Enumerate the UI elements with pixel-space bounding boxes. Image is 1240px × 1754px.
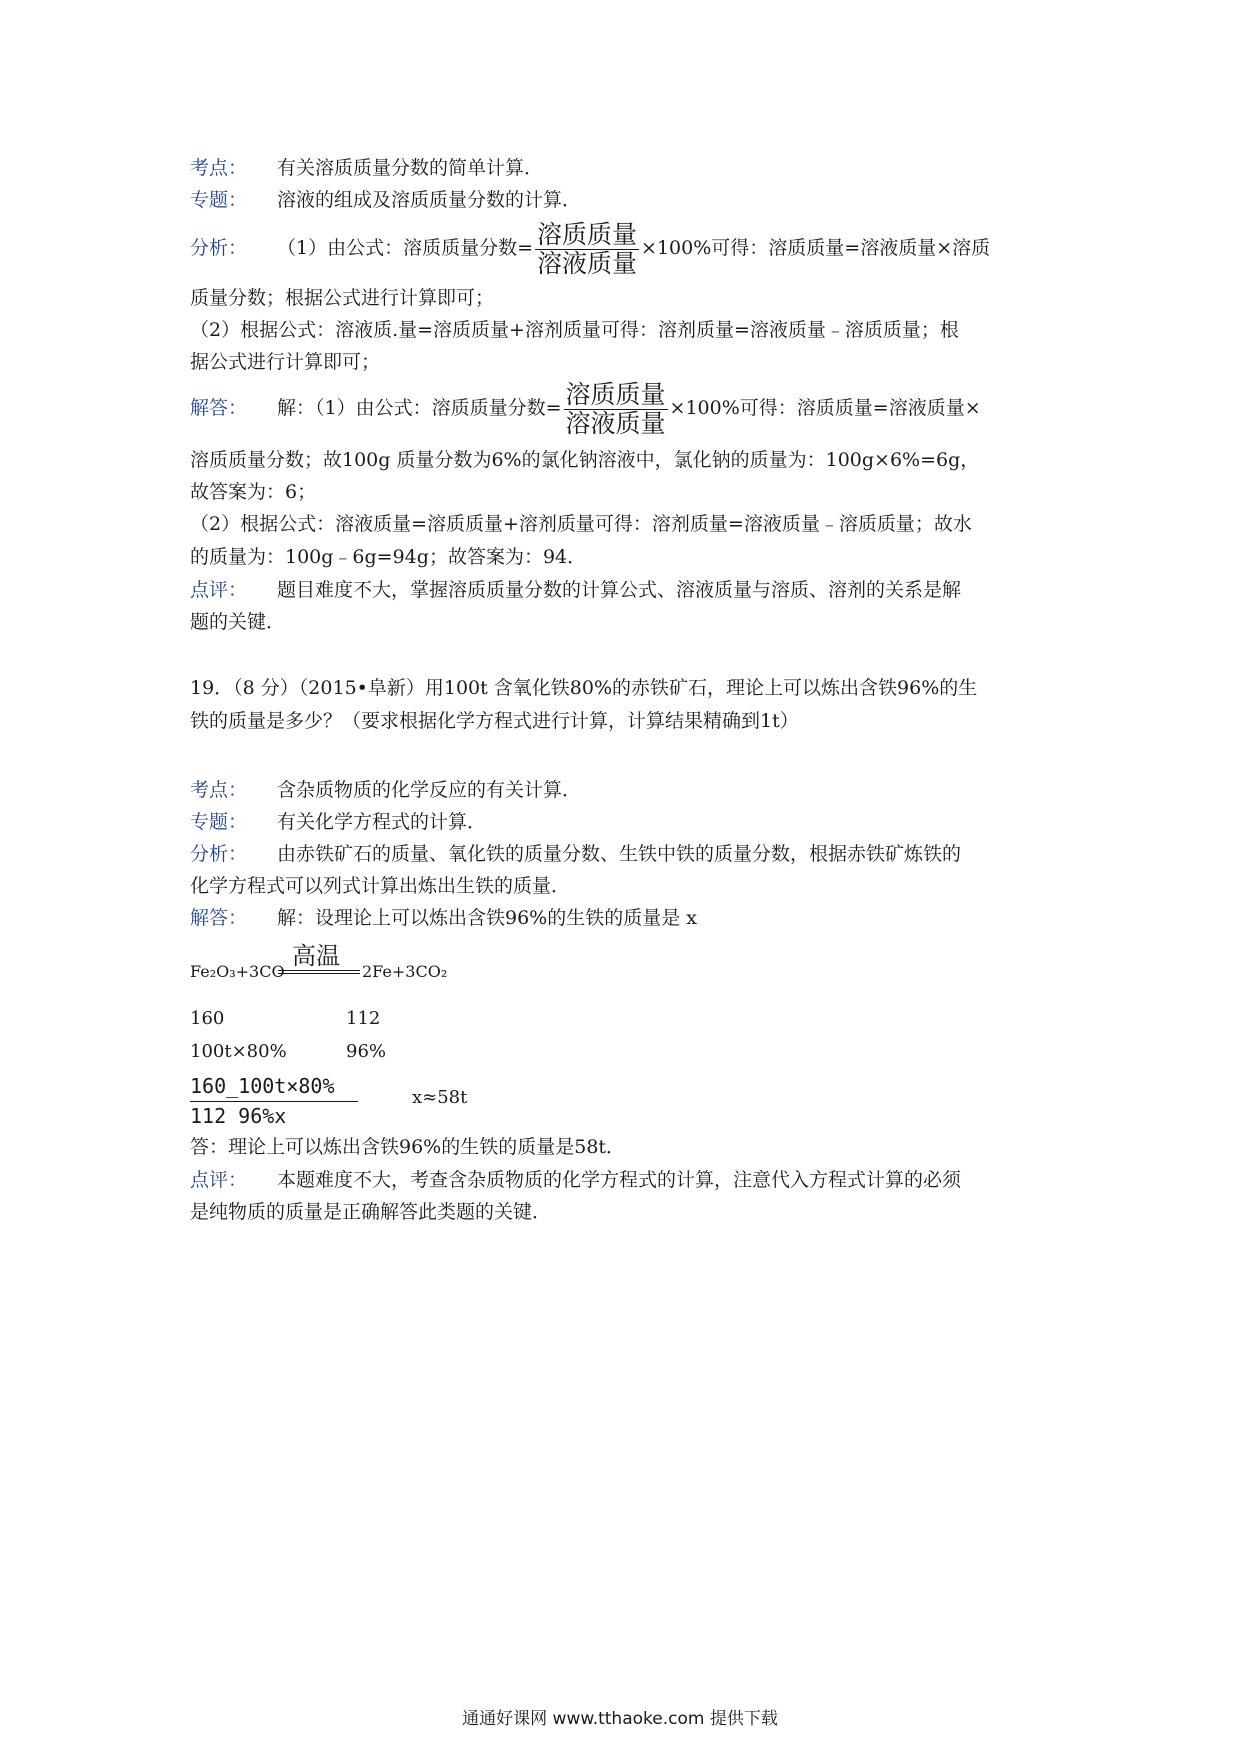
kaodian-row-2 (190, 776, 581, 804)
zhuanti-row-1 (190, 186, 581, 214)
fenxi-line-2: 质量分数；根据公式进行计算即可； (190, 287, 495, 309)
equation-condition: 高温 (292, 942, 340, 970)
kaodian-label-2: 考点： (190, 779, 248, 801)
fenxi-text-2: 由赤铁矿石的质量、氧化铁的质量分数、生铁中铁的质量分数，根据赤铁矿炼铁的 (277, 843, 962, 865)
jieda-line-4: （2）根据公式：溶液质量=溶质质量+溶剂质量可得：溶剂质量=溶液质量﹣溶质质量；故水 (190, 513, 972, 535)
kaodian-label: 考点： (190, 157, 248, 179)
fraction-denominator: 溶液质量 (537, 248, 638, 278)
jieda-label: 解答： (190, 397, 248, 419)
zhuanti-label-2: 专题： (190, 811, 248, 833)
proportion-bar (190, 1101, 358, 1102)
jieda-line-5: 的质量为：100g﹣6g=94g；故答案为：94． (190, 546, 587, 568)
jieda-line-3: 故答案为：6； (190, 481, 317, 503)
jieda-label-2: 解答： (190, 907, 248, 929)
jieda-row-2 (190, 904, 697, 932)
dianping-line-2: 题的关键． (190, 611, 286, 633)
equation-left: Fe₂O₃+3CO (190, 962, 285, 981)
dianping-label-2: 点评： (190, 1169, 248, 1191)
result-value: x≈58t (412, 1087, 468, 1108)
fraction-denominator-2: 溶液质量 (565, 408, 666, 438)
formula-fraction-2 (564, 381, 668, 438)
kaodian-row-1 (190, 154, 543, 182)
formula-fraction (535, 221, 639, 278)
fenxi-line-3: （2）根据公式：溶液质.量=溶质质量+溶剂质量可得：溶剂质量=溶液质量﹣溶质质量；根 (190, 319, 959, 341)
zhuanti-text-2: 有关化学方程式的计算． (277, 811, 487, 833)
jieda-suffix: ×100%可得：溶质质量=溶液质量× (669, 397, 981, 419)
kaodian-text: 有关溶质质量分数的简单计算． (277, 157, 544, 179)
row1-right: 112 (346, 1008, 381, 1029)
fenxi-suffix: ×100%可得：溶质质量=溶液质量×溶质 (641, 237, 991, 259)
equation-right: 2Fe+3CO₂ (362, 962, 448, 981)
fraction-numerator-2: 溶质质量 (565, 379, 666, 409)
fraction-numerator: 溶质质量 (537, 219, 638, 249)
zhuanti-row-2 (190, 808, 486, 836)
dianping-row-2 (190, 1166, 961, 1194)
jieda-prefix: 解：（1）由公式：溶质质量分数= (277, 397, 562, 419)
fenxi-label: 分析： (190, 237, 248, 259)
footer-text: 通通好课网 www.tthaoke.com 提供下载 (462, 1709, 778, 1729)
proportion-denominator: 112 96%x (190, 1104, 287, 1128)
proportion-numerator: 160_100t×80% (190, 1074, 335, 1098)
row1-left: 160 (190, 1008, 225, 1029)
equation-equals-sign (278, 970, 360, 974)
zhuanti-label: 专题： (190, 189, 248, 211)
kaodian-text-2: 含杂质物质的化学反应的有关计算． (277, 779, 582, 801)
dianping-line-2b: 是纯物质的质量是正确解答此类题的关键． (190, 1201, 552, 1223)
answer-line: 答：理论上可以炼出含铁96%的生铁的质量是58t． (190, 1136, 626, 1158)
jieda-text-2: 解：设理论上可以炼出含铁96%的生铁的质量是 x (277, 907, 697, 929)
fenxi-label-2: 分析： (190, 843, 248, 865)
zhuanti-text: 溶液的组成及溶质质量分数的计算． (277, 189, 582, 211)
row2-right: 96% (346, 1041, 387, 1062)
dianping-text-2: 本题难度不大，考查含杂质物质的化学方程式的计算，注意代入方程式计算的必须 (277, 1169, 962, 1191)
fenxi-line-2b: 化学方程式可以列式计算出炼出生铁的质量． (190, 875, 571, 897)
row2-left: 100t×80% (190, 1041, 287, 1062)
question-19-line-2: 铁的质量是多少？（要求根据化学方程式进行计算，计算结果精确到1t） (190, 710, 799, 732)
fenxi-line-4: 据公式进行计算即可； (190, 351, 381, 373)
jieda-row-1 (190, 378, 981, 438)
dianping-row-1 (190, 576, 961, 604)
fenxi-row-2 (190, 840, 961, 868)
dianping-label: 点评： (190, 579, 248, 601)
fenxi-prefix: （1）由公式：溶质质量分数= (277, 237, 534, 259)
jieda-line-2: 溶质质量分数；故100g 质量分数为6%的氯化钠溶液中，氯化钠的质量为：100g×6%=6g， (190, 449, 980, 471)
dianping-text: 题目难度不大，掌握溶质质量分数的计算公式、溶液质量与溶质、溶剂的关系是解 (277, 579, 962, 601)
fenxi-row-1 (190, 218, 990, 278)
question-19-line-1: 19．（8 分）（2015•阜新）用100t 含氧化铁80%的赤铁矿石，理论上可以炼出含铁96%的生 (190, 677, 978, 699)
